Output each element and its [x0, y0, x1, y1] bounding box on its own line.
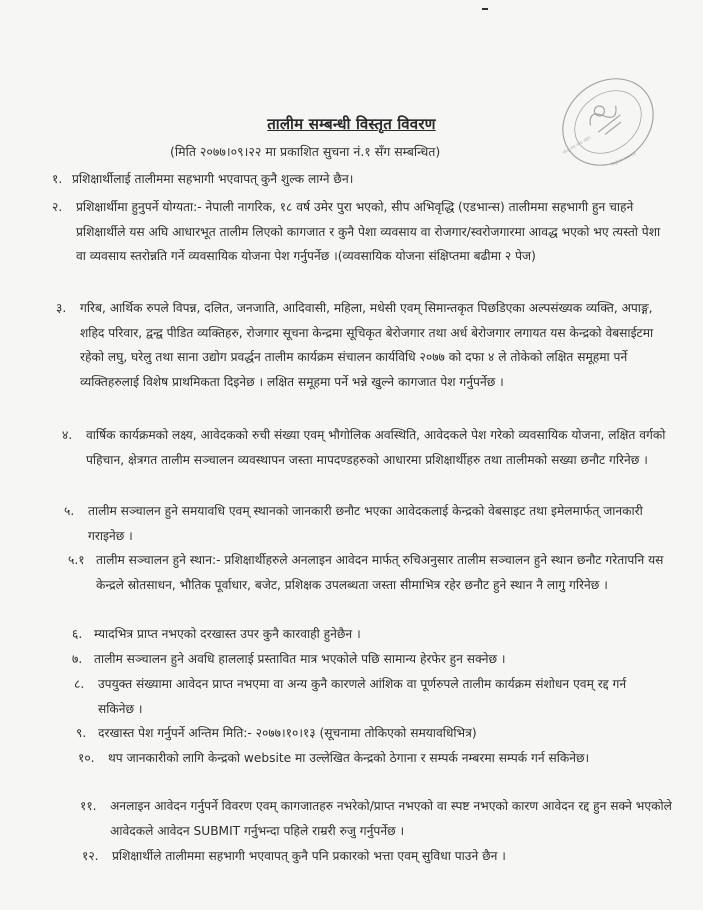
item-number: ९. [76, 726, 87, 740]
list-item [72, 622, 664, 647]
item-number: ८. [74, 677, 85, 691]
top-mark [482, 8, 488, 10]
svg-text:घरेलु तथा साना उद्योग: घरेलु तथा साना उद्योग [562, 134, 592, 155]
item-text: अनलाइन आवेदन गर्नुपर्ने विवरण एवम् कागजातहरु नभरेको/प्राप्त नभएको वा स्पष्ट नभएको कारण आवेदन रद्द हुन सक्ने भएकोले आवेदकले आवेदन SUBMIT गर्नुभन्दा पहिले राम्ररी रुजु गर्नुपर्नेछ । [110, 799, 672, 838]
list-item [72, 647, 664, 672]
list-item [78, 746, 674, 771]
item-number: २. [52, 200, 63, 214]
item-text: तालीम सञ्चालन हुने अवधि हाललाई प्रस्तावित मात्र भएकोले पछि सामान्य हेरफेर हुन सक्नेछ । [94, 652, 506, 666]
item-number: १. [52, 172, 63, 186]
item-text: तालीम सञ्चालन हुने स्थान:- प्रशिक्षार्थीहरुले अनलाइन आवेदन मार्फत् रुचिअनुसार तालीम सञ्चालन हुने स्थान छनौट गरेतापनि यस केन्द्रले स्रोतसाधन, भौतिक पूर्वाधार, बजेट, प्रशिक्षक उपलब्धता जस्ता सीमाभित्र रहेर छनौट हुने स्थान नै लागु गरिनेछ । [96, 553, 664, 592]
document-subtitle: (मिति २०७७।०९।२२ मा प्रकाशित सुचना नं.१ सँग सम्बन्धित) [170, 144, 441, 159]
item-number: ५.१ [68, 553, 85, 567]
item-number: ३. [56, 301, 67, 315]
item-text: थप जानकारीको लागि केन्द्रको website मा उल्लेखित केन्द्रको ठेगाना र सम्पर्क नम्बरमा सम्पर्क गर्न सकिनेछ। [108, 751, 590, 765]
item-text: वार्षिक कार्यक्रमको लक्ष्य, आवेदकको रुची संख्या एवम् भौगोलिक अवस्थिति, आवेदकले पेश गरेको व्यवसायिक योजना, लक्षित वर्गको पहिचान, क्षेत्रगत तालीम सञ्चालन व्यवस्थापन जस्ता मापदण्डहरुको आधारमा प्रशिक्षार्थीहरु तथा तालीमको सख्या छनौट गरिनेछ । [86, 428, 666, 467]
list-item [62, 423, 670, 472]
item-text: म्यादभित्र प्राप्त नभएको दरखास्त उपर कुनै कारवाही हुनेछैन । [94, 627, 361, 641]
list-item [56, 296, 670, 394]
item-text: प्रशिक्षार्थीले तालीममा सहभागी भएवापत् कुनै पनि प्रकारको भत्ता एवम् सुविधा पाउने छैन । [112, 849, 506, 863]
list-item [64, 499, 668, 548]
item-number: ७. [72, 652, 83, 666]
item-number: ५. [64, 504, 75, 518]
item-text: प्रशिक्षार्थीमा हुनुपर्ने योग्यता:- नेपाली नागरिक, १८ वर्ष उमेर पुरा भएको, सीप अभिवृद्धि (एडभान्स) तालीममा सहभागी हुन चाहने प्रशिक्षार्थीले यस अघि आधारभूत तालीम लिएको कागजात र कुनै पेशा व्यवसाय वा रोजगार/स्वरोजगारमा आवद्ध भएको भए त्यस्तो पेशा वा व्यवसाय स्तरोन्नति गर्ने व्यवसायिक योजना पेश गर्नुपर्नेछ ।(व्यवसायिक योजना संक्षिप्तमा बढीमा २ पेज) [76, 200, 661, 263]
item-text: दरखास्त पेश गर्नुपर्ने अन्तिम मिति:- २०७७।१०।१३ (सूचनामा तोकिएको समयावधिभित्र) [98, 726, 477, 740]
item-text: प्रशिक्षार्थीलाई तालीममा सहभागी भएवापत् कुनै शुल्क लाग्ने छैन। [72, 172, 354, 186]
item-text: गरिब, आर्थिक रुपले विपन्न, दलित, जनजाति, आदिवासी, महिला, मधेसी एवम् सिमान्तकृत पिछडिएका अल्पसंख्यक व्यक्ति, अपाङ्ग, शहिद परिवार, द्वन्द्व पीडित व्यक्तिहरु, रोजगार सूचना केन्द्रमा सूचिकृत बेरोजगार तथा अर्ध बेरोजगार लगायत यस केन्द्रको वेबसाईटमा रहेको लघु, घरेलु तथा साना उद्योग प्रवर्द्धन तालीम कार्यक्रम संचालन कार्यविधि २०७७ को दफा ४ ले तोकेको लक्षित समूहमा पर्ने व्यक्तिहरुलाई विशेष प्राथमिकता दिइनेछ । लक्षित समूहमा पर्ने भन्ने खुल्ने कागजात पेश गर्नुपर्नेछ । [80, 301, 654, 389]
item-number: ११. [80, 799, 97, 813]
list-item [52, 167, 672, 192]
item-text: उपयुक्त संख्यामा आवेदन प्राप्त नभएमा वा अन्य कुनै कारणले आंशिक वा पूर्णरुपले तालीम कार्यक्रम संशोधन एवम् रद्द गर्न सकिनेछ । [98, 677, 627, 716]
item-number: ४. [62, 428, 73, 442]
svg-text:त्रिपुरेश्वर काठमाडौं: त्रिपुरेश्वर काठमाडौं [610, 150, 637, 167]
list-item [68, 548, 668, 597]
list-item [52, 195, 666, 269]
document-title: तालीम सम्बन्धी विस्तृत विवरण [267, 115, 436, 133]
item-number: ६. [72, 627, 83, 641]
list-item [74, 672, 666, 721]
list-item [82, 844, 678, 869]
item-number: १२. [82, 849, 99, 863]
list-item [80, 794, 676, 843]
list-item [76, 721, 664, 746]
item-text: तालीम सञ्चालन हुने समयावधि एवम् स्थानको जानकारी छनौट भएका आवेदकलाई केन्द्रको वेबसाइट तथा इमेलमार्फत् जानकारी गराइनेछ । [88, 504, 643, 543]
item-number: १०. [78, 751, 95, 765]
